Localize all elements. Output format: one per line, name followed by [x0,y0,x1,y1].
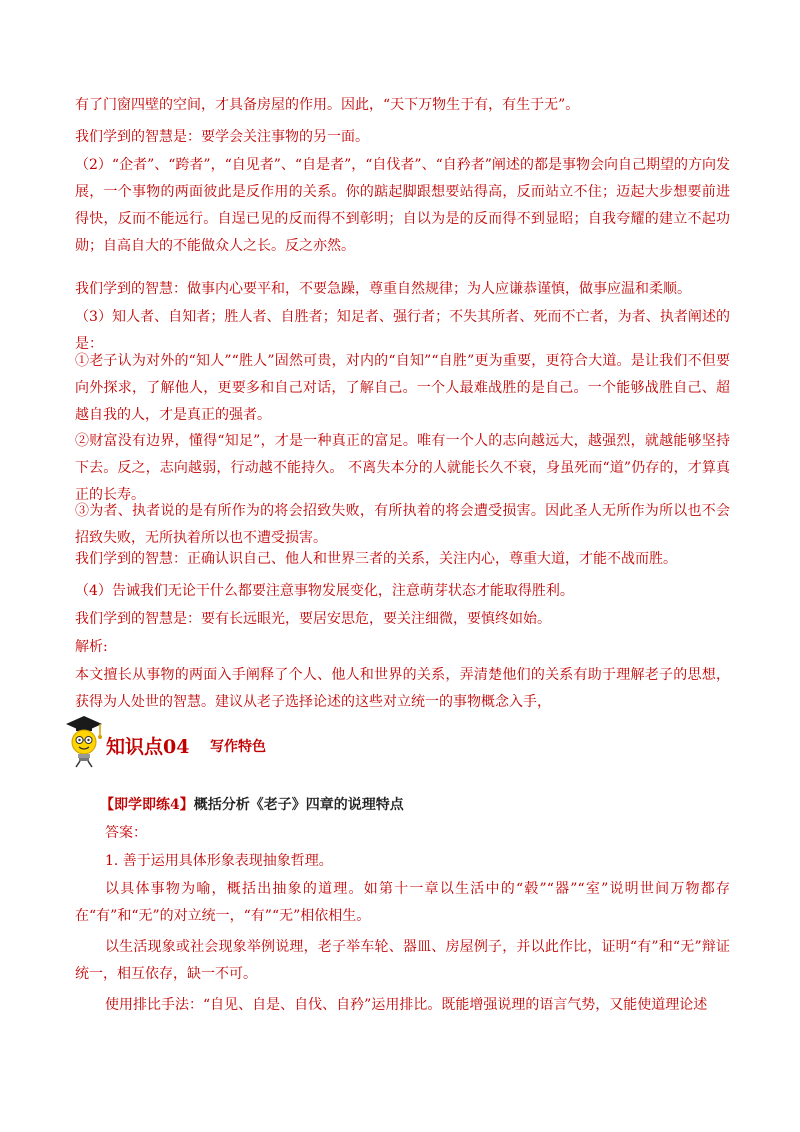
paragraph: ①老子认为对外的“知人”“胜人”固然可贵，对内的“自知”“自胜”更为重要，更符合大道。是让我们不但要向外探求，了解他人，更要多和自己对话，了解自己。一个人最难战胜的是自己。一个能够战胜自己、超越自我的人，才是真正的强者。 [75,353,730,423]
paragraph: 我们学到的智慧是：要有长远眼光，要居安思危，要关注细微，要慎终如始。 [75,611,551,627]
paragraph: 解析: [75,639,108,655]
paragraph: 有了门窗四壁的空间，才具备房屋的作用。因此，“天下万物生于有，有生于无”。 [75,97,580,113]
paragraph: 我们学到的智慧：正确认识自己、他人和世界三者的关系，关注内心，尊重大道，才能不战而胜。 [75,551,677,567]
practice-question [100,794,404,814]
paragraph: 本文擅长从事物的两面入手阐释了个人、他人和世界的关系，弄清楚他们的关系有助于理解老子的思想，获得为人处世的智慧。建议从老子选择论述的这些对立统一的事物概念入手， [75,667,730,710]
answer-point: 1. 善于运用具体形象表现抽象哲理。 [105,853,333,869]
practice-question-text: 概括分析《老子》四章的说理特点 [193,797,404,813]
paragraph: 我们学到的智慧：做事内心要平和，不要急躁，尊重自然规律；为人应谦恭谨慎，做事应温和柔顺。 [75,281,691,297]
knowledge-point-title: 知识点04 [106,736,190,758]
answer-paragraph: 以生活现象或社会现象举例说理，老子举车轮、器皿、房屋例子，并以此作比，证明“有”和“无”辩证统一，相互依存，缺一不可。 [75,939,730,982]
knowledge-point-subtitle: 写作特色 [210,739,266,755]
paragraph: ③为者、执者说的是有所作为的将会招致失败，有所执着的将会遭受损害。因此圣人无所作为所以也不会招致失败，无所执着所以也不遭受损害。 [75,503,730,546]
paragraph: ②财富没有边界，懂得“知足”，才是一种真正的富足。唯有一个人的志向越远大，越强烈，就越能够坚持下去。反之，志向越弱，行动越不能持久。 不离失本分的人就能长久不衰，身虽死而“道”仍存的，才算真正的长寿。 [75,433,730,503]
answer-paragraph: 使用排比手法：“自见、自是、自伐、自矜”运用排比。既能增强说理的语言气势，又能使道理论述 [105,997,708,1013]
paragraph: （4）告诫我们无论干什么都要注意事物发展变化，注意萌芽状态才能取得胜利。 [75,583,574,599]
paragraph: （3）知人者、自知者；胜人者、自胜者；知足者、强行者；不失其所者、死而不亡者，为者、执者阐述的是： [75,309,730,352]
paragraph: （2）“企者”、“跨者”，“自见者”、“自是者”，“自伐者”、“自矜者”阐述的都是事物会向自己期望的方向发展，一个事物的两面彼此是反作用的关系。你的踮起脚跟想要站得高，反而站立不住；迈起大步想要前进得快，反而不能远行。自逞已见的反而得不到彰明；自以为是的反而得不到显昭；自我夸耀的建立不起功勋；自高自大的不能做众人之长。反之亦然。 [75,157,730,254]
answer-label: 答案： [105,825,147,841]
answer-paragraph: 以具体事物为喻，概括出抽象的道理。如第十一章以生活中的“毂”“器”“室”说明世间万物都存在“有”和“无”的对立统一，“有”“无”相依相生。 [75,881,730,924]
practice-label: 【即学即练4】 [100,797,194,813]
paragraph: 我们学到的智慧是：要学会关注事物的另一面。 [75,129,369,145]
scholar-bulb-icon [62,710,104,768]
knowledge-point-heading [62,710,462,770]
